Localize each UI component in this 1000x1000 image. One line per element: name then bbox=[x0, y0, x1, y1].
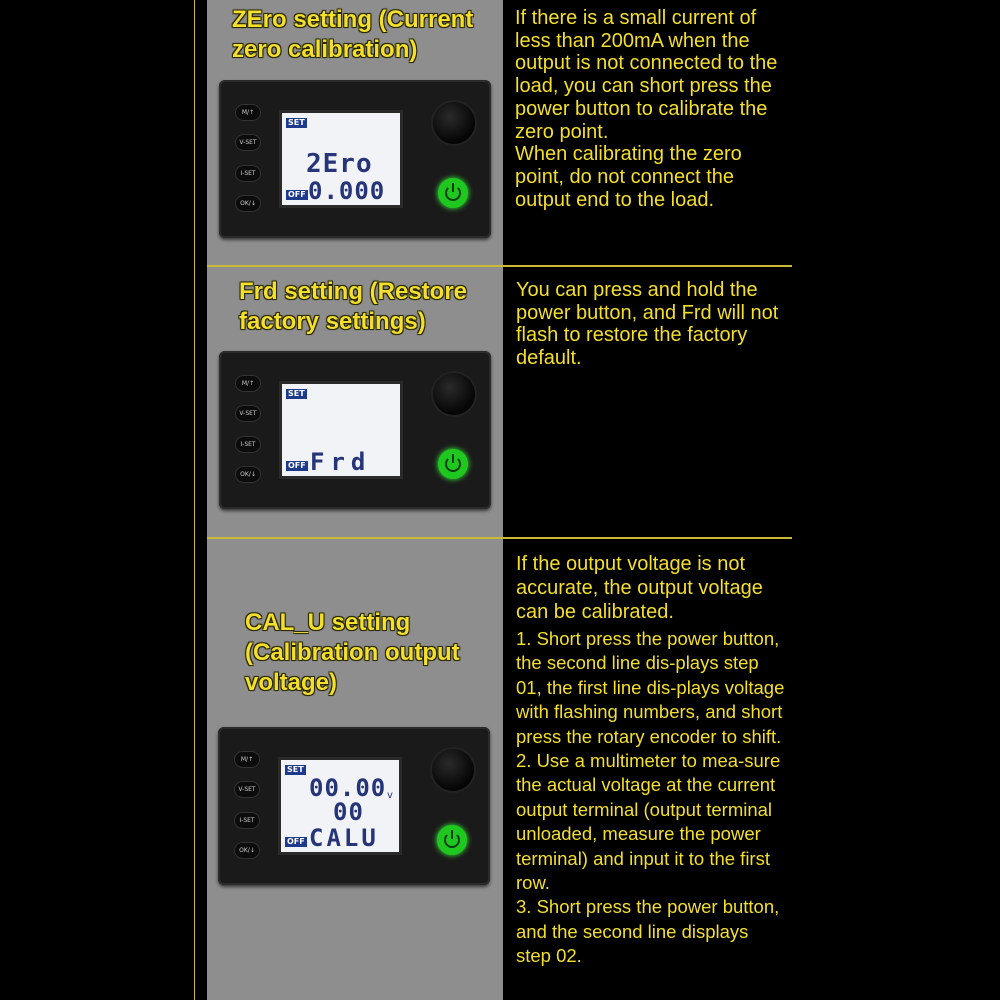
power-icon bbox=[438, 449, 468, 479]
lcd-line-3: Frd bbox=[310, 448, 372, 476]
off-indicator: OFF bbox=[287, 837, 305, 846]
section-heading: CAL_U setting (Calibration output voltage) bbox=[245, 609, 460, 696]
lcd-line-2: 0.000 bbox=[308, 177, 386, 205]
step-1: 1. Short press the power button, the second line dis-plays step 01, the first line dis-plays voltage with flashing numbers, and short press the rotary encoder to shift. bbox=[516, 628, 785, 747]
section-description bbox=[515, 7, 790, 211]
section-zero-setting bbox=[207, 0, 792, 265]
voltage-unit: v bbox=[387, 790, 393, 801]
v-set-button: V-SET bbox=[235, 134, 261, 151]
rotary-encoder-knob bbox=[433, 373, 475, 415]
lcd-line-3: CALU bbox=[309, 824, 379, 852]
section-description-intro bbox=[516, 552, 788, 625]
section-heading: Frd setting (Restore factory settings) bbox=[239, 278, 468, 335]
v-set-button: V-SET bbox=[234, 781, 260, 798]
description-paragraph: When calibrating the zero point, do not connect the output end to the load. bbox=[515, 143, 742, 211]
ok-down-button: OK/↓ bbox=[235, 195, 261, 212]
i-set-button: I-SET bbox=[234, 812, 260, 829]
lcd-line-1: 2Ero bbox=[306, 149, 373, 179]
section-frd-setting bbox=[207, 267, 792, 537]
text-panel bbox=[503, 539, 792, 1000]
lcd-line-1: 00.00 bbox=[309, 774, 387, 802]
rotary-encoder-knob bbox=[432, 749, 474, 791]
m-up-button: M/↑ bbox=[234, 751, 260, 768]
ok-down-button: OK/↓ bbox=[235, 466, 261, 483]
ok-down-button: OK/↓ bbox=[234, 842, 260, 859]
power-supply-module bbox=[218, 727, 490, 885]
description-paragraph: If there is a small current of less than 200mA when the output is not connected to the load, you can short press the power button to calibrate the zero point. bbox=[515, 7, 778, 143]
section-heading: ZEro setting (Current zero calibration) bbox=[232, 6, 474, 63]
text-panel bbox=[503, 0, 792, 265]
power-supply-module bbox=[219, 351, 491, 509]
section-description bbox=[516, 279, 788, 370]
rotary-encoder-knob bbox=[433, 102, 475, 144]
description-paragraph: If the output voltage is not accurate, the output voltage can be calibrated. bbox=[516, 553, 763, 624]
image-panel bbox=[207, 539, 503, 1000]
section-description-steps bbox=[516, 627, 788, 969]
i-set-button: I-SET bbox=[235, 165, 261, 182]
text-panel bbox=[503, 267, 792, 537]
m-up-button: M/↑ bbox=[235, 375, 261, 392]
lcd-screen bbox=[279, 110, 403, 208]
power-supply-module bbox=[219, 80, 491, 238]
step-3: 3. Short press the power button, and the second line displays step 02. bbox=[516, 896, 780, 967]
lcd-screen bbox=[279, 381, 403, 479]
description-paragraph: You can press and hold the power button, and Frd will not flash to restore the factory default. bbox=[516, 279, 779, 370]
off-indicator: OFF bbox=[288, 461, 306, 470]
off-indicator: OFF bbox=[288, 190, 306, 199]
section-cal-u-setting bbox=[207, 539, 792, 1000]
i-set-button: I-SET bbox=[235, 436, 261, 453]
v-set-button: V-SET bbox=[235, 405, 261, 422]
power-icon bbox=[438, 178, 468, 208]
image-panel bbox=[207, 267, 503, 537]
set-indicator: SET bbox=[288, 118, 305, 127]
m-up-button: M/↑ bbox=[235, 104, 261, 121]
power-icon bbox=[437, 825, 467, 855]
lcd-line-2: 00 bbox=[333, 798, 364, 826]
set-indicator: SET bbox=[288, 389, 305, 398]
step-2: 2. Use a multimeter to mea-sure the actual voltage at the current output terminal (output terminal unloaded, measure the power terminal) and input it to the first row. bbox=[516, 750, 781, 894]
set-indicator: SET bbox=[287, 765, 304, 774]
image-panel bbox=[207, 0, 503, 265]
lcd-screen bbox=[278, 757, 402, 855]
